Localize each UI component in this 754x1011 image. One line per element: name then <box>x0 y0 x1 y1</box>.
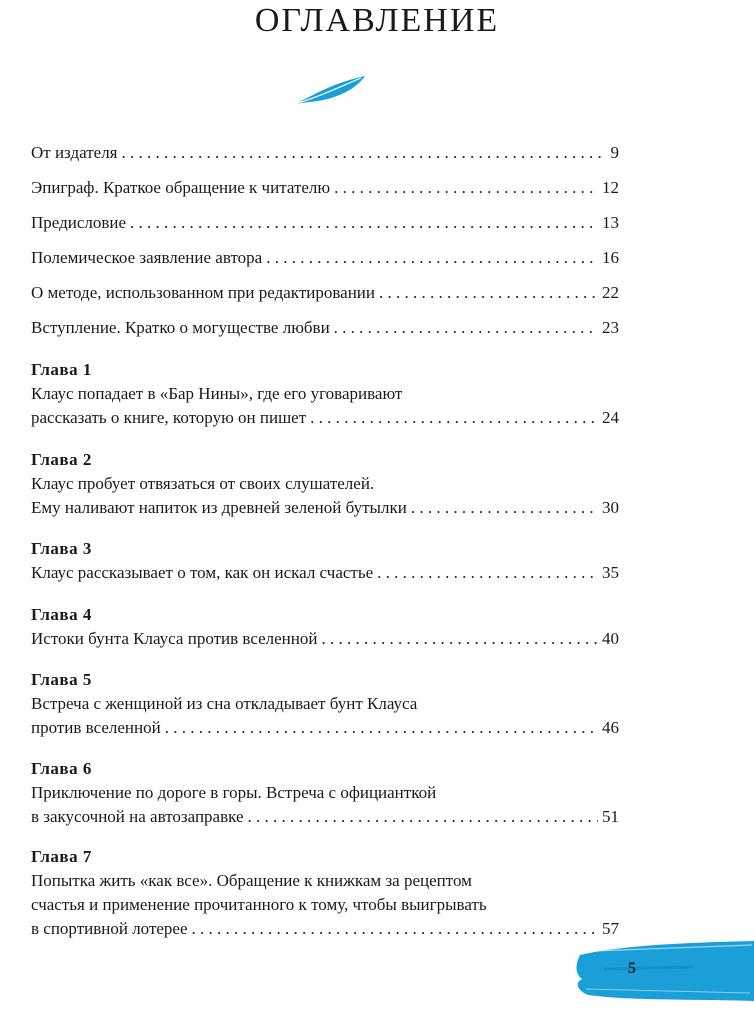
chapter-line: рассказать о книге, которую он пишет <box>31 408 307 427</box>
leader-dots <box>248 805 599 829</box>
toc-entry-title: Эпиграф. Краткое обращение к читателю <box>31 178 331 197</box>
leader-dots <box>334 176 598 200</box>
leader-dots <box>130 211 598 235</box>
toc-entry-page: 40 <box>602 629 619 648</box>
toc-entry-page: 51 <box>602 807 619 826</box>
toc-entry[interactable] <box>31 246 619 270</box>
page-title: ОГЛАВЛЕНИЕ <box>254 2 500 39</box>
toc-entry[interactable] <box>31 141 619 165</box>
toc-entry[interactable] <box>31 176 619 200</box>
chapter-line: Встреча с женщиной из сна откладывает бунт Клауса <box>31 694 418 713</box>
chapter-heading: Глава 5 <box>31 670 92 689</box>
chapter-line: Клаус пробует отвязаться от своих слушателей. <box>31 474 375 493</box>
chapter-heading: Глава 6 <box>31 759 92 778</box>
toc-entry-page: 22 <box>602 283 619 302</box>
chapter-heading: Глава 4 <box>31 605 92 624</box>
toc-entry-page: 23 <box>602 318 619 337</box>
toc-chapter[interactable] <box>31 358 619 430</box>
leader-dots <box>165 716 598 740</box>
toc-entry-page: 57 <box>602 919 619 938</box>
leader-dots <box>266 246 598 270</box>
chapter-line: в спортивной лотерее <box>31 919 188 938</box>
toc-entry-page: 30 <box>602 498 619 517</box>
feather-icon <box>287 70 367 110</box>
toc-entry-page: 12 <box>602 178 619 197</box>
toc-entry[interactable] <box>31 316 619 340</box>
toc-entry-page: 46 <box>602 718 619 737</box>
leader-dots <box>192 917 598 941</box>
chapter-line: Клаус попадает в «Бар Нины», где его уговаривают <box>31 384 403 403</box>
chapter-line: Клаус рассказывает о том, как он искал счастье <box>31 563 374 582</box>
toc-entry-title: Предисловие <box>31 213 127 232</box>
toc-chapter[interactable] <box>31 537 619 585</box>
leader-dots <box>310 406 598 430</box>
leader-dots <box>379 281 598 305</box>
leader-dots <box>321 627 598 651</box>
chapter-line: Истоки бунта Клауса против вселенной <box>31 629 318 648</box>
chapter-heading: Глава 1 <box>31 360 92 379</box>
toc-entry[interactable] <box>31 281 619 305</box>
leader-dots <box>377 561 598 585</box>
toc-entry-title: Полемическое заявление автора <box>31 248 263 267</box>
chapter-heading: Глава 2 <box>31 450 92 469</box>
chapter-heading: Глава 3 <box>31 539 92 558</box>
toc-entry-page: 35 <box>602 563 619 582</box>
toc-chapter[interactable] <box>31 448 619 520</box>
toc-entry-title: От издателя <box>31 143 118 162</box>
chapter-line: в закусочной на автозаправке <box>31 807 244 826</box>
toc-entry-page: 13 <box>602 213 619 232</box>
page-number: 5 <box>628 960 636 977</box>
chapter-heading: Глава 7 <box>31 847 92 866</box>
toc-chapter[interactable] <box>31 845 619 941</box>
toc-chapter[interactable] <box>31 668 619 740</box>
chapter-line: Приключение по дороге в горы. Встреча с официанткой <box>31 783 437 802</box>
toc-chapter[interactable] <box>31 603 619 651</box>
toc-entry[interactable] <box>31 211 619 235</box>
toc-entry-page: 9 <box>610 143 619 162</box>
leader-dots <box>411 496 598 520</box>
toc-entry-title: О методе, использованном при редактировании <box>31 283 376 302</box>
chapter-line: Попытка жить «как все». Обращение к книжкам за рецептом <box>31 871 472 890</box>
chapter-line: Ему наливают напиток из древней зеленой бутылки <box>31 498 407 517</box>
toc-entry-title: Вступление. Кратко о могуществе любви <box>31 318 330 337</box>
leader-dots <box>334 316 598 340</box>
chapter-line: счастья и применение прочитанного к тому, чтобы выигрывать <box>31 895 487 914</box>
chapter-line: против вселенной <box>31 718 161 737</box>
toc-entry-page: 16 <box>602 248 619 267</box>
brush-stroke-decoration <box>574 935 754 1007</box>
toc-chapter[interactable] <box>31 757 619 829</box>
leader-dots <box>122 141 607 165</box>
toc-entry-page: 24 <box>602 408 619 427</box>
